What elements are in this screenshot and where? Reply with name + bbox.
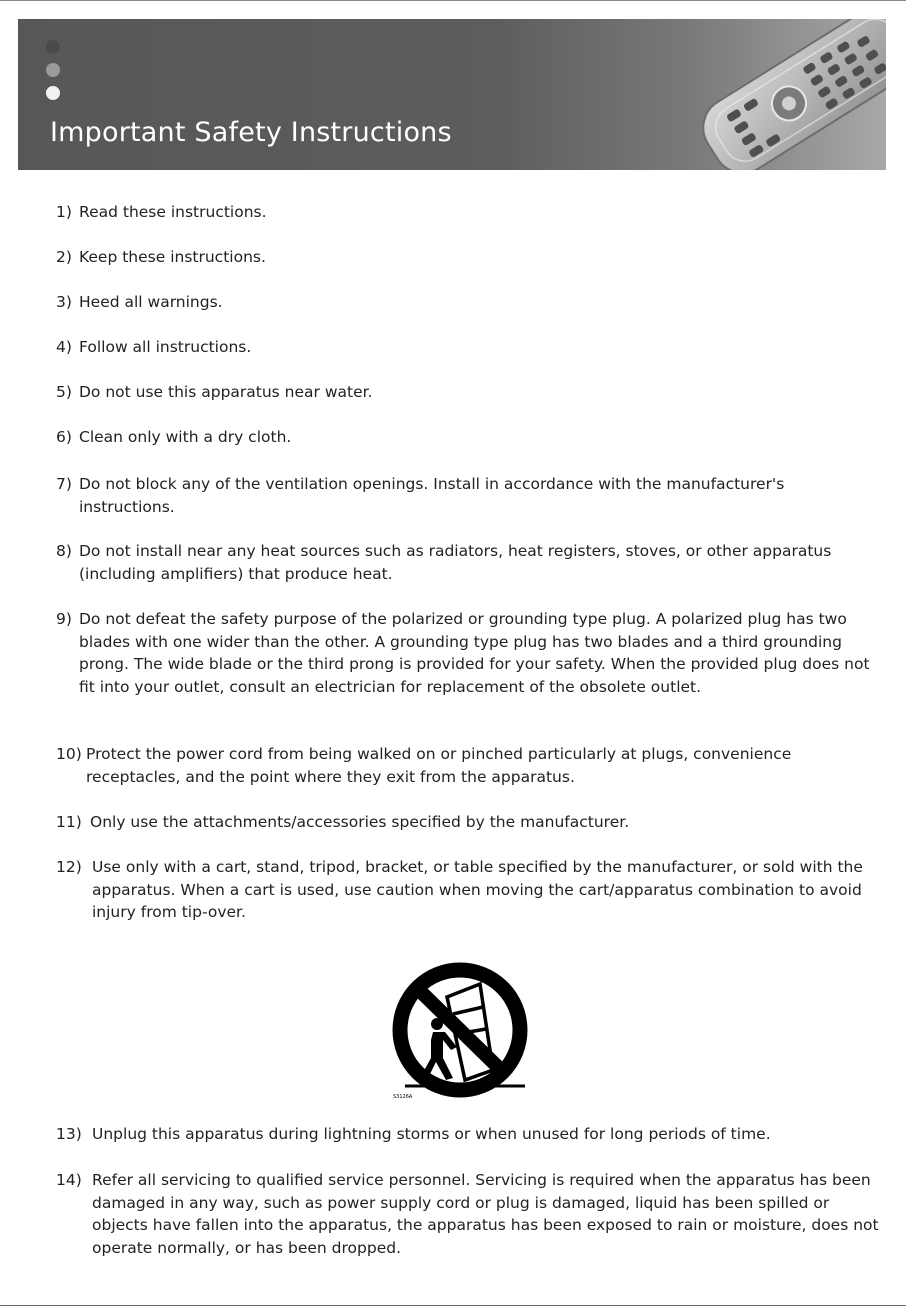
item-text: Only use the attachments/accessories specified by the manufacturer.: [90, 813, 630, 831]
list-item: [56, 743, 882, 788]
item-number: 2): [56, 248, 72, 266]
warning-caption: S3126A: [393, 1094, 413, 1100]
item-text: Refer all servicing to qualified service personnel. Servicing is required when the apparatus has been damaged in any way, such as power supply cord or plug is damaged, liquid has been spilled or objects have fallen into the apparatus, the apparatus has been exposed to rain or moisture, does not operate normally, or has been dropped.: [92, 1171, 879, 1257]
item-number: 14): [56, 1171, 82, 1189]
list-item: [56, 291, 876, 314]
list-item: [56, 201, 876, 224]
list-item: [56, 1123, 882, 1146]
list-item: [56, 426, 876, 449]
item-number: 9): [56, 610, 72, 628]
item-number: 4): [56, 338, 72, 356]
list-item: [56, 811, 882, 834]
list-item: [56, 540, 846, 585]
item-text: Read these instructions.: [79, 203, 267, 221]
page-title: Important Safety Instructions: [50, 117, 452, 148]
item-text: Clean only with a dry cloth.: [79, 428, 292, 446]
dot-icon: [46, 86, 60, 100]
dot-icon: [46, 40, 60, 54]
list-item: [56, 1169, 880, 1259]
item-text: Unplug this apparatus during lightning storms or when unused for long periods of time.: [92, 1125, 771, 1143]
item-text: Do not defeat the safety purpose of the polarized or grounding type plug. A polarized plug has two blades with one wider than the other. A grounding type plug has two blades and a third grounding prong. The wide blade or the third prong is provided for your safety. When the provided plug does not fit into your outlet, consult an electrician for replacement of the obsolete outlet.: [79, 610, 870, 696]
item-number: 10): [56, 745, 82, 763]
item-number: 13): [56, 1125, 82, 1143]
item-text: Do not block any of the ventilation openings. Install in accordance with the manufacturer's instructions.: [79, 475, 785, 516]
item-text: Do not use this apparatus near water.: [79, 383, 373, 401]
list-item: [56, 246, 876, 269]
item-number: 12): [56, 858, 82, 876]
list-item: [56, 336, 876, 359]
list-item: [56, 473, 876, 518]
item-number: 3): [56, 293, 72, 311]
cart-tip-over-warning-icon: [385, 962, 540, 1112]
bottom-rule: [0, 1305, 906, 1306]
dot-icon: [46, 63, 60, 77]
remote-control-icon: [658, 19, 886, 170]
list-item: [56, 608, 874, 698]
item-number: 1): [56, 203, 72, 221]
item-number: 8): [56, 542, 72, 560]
item-number: 7): [56, 475, 72, 493]
item-text: Use only with a cart, stand, tripod, bracket, or table specified by the manufacturer, or sold with the apparatus. When a cart is used, use caution when moving the cart/apparatus combination to avoid injury from tip-over.: [92, 858, 863, 921]
item-number: 5): [56, 383, 72, 401]
item-number: 11): [56, 813, 82, 831]
decorative-dots: [46, 40, 60, 109]
header-banner: [18, 19, 886, 170]
list-item: [56, 381, 876, 404]
item-number: 6): [56, 428, 72, 446]
cart-warning-graphic: [385, 962, 540, 1112]
item-text: Protect the power cord from being walked on or pinched particularly at plugs, convenience receptacles, and the point where they exit from the apparatus.: [86, 745, 792, 786]
list-item: [56, 856, 866, 924]
item-text: Keep these instructions.: [79, 248, 266, 266]
top-rule: [0, 0, 906, 1]
item-text: Heed all warnings.: [79, 293, 223, 311]
item-text: Do not install near any heat sources such as radiators, heat registers, stoves, or other apparatus (including amplifiers) that produce heat.: [79, 542, 832, 583]
item-text: Follow all instructions.: [79, 338, 252, 356]
